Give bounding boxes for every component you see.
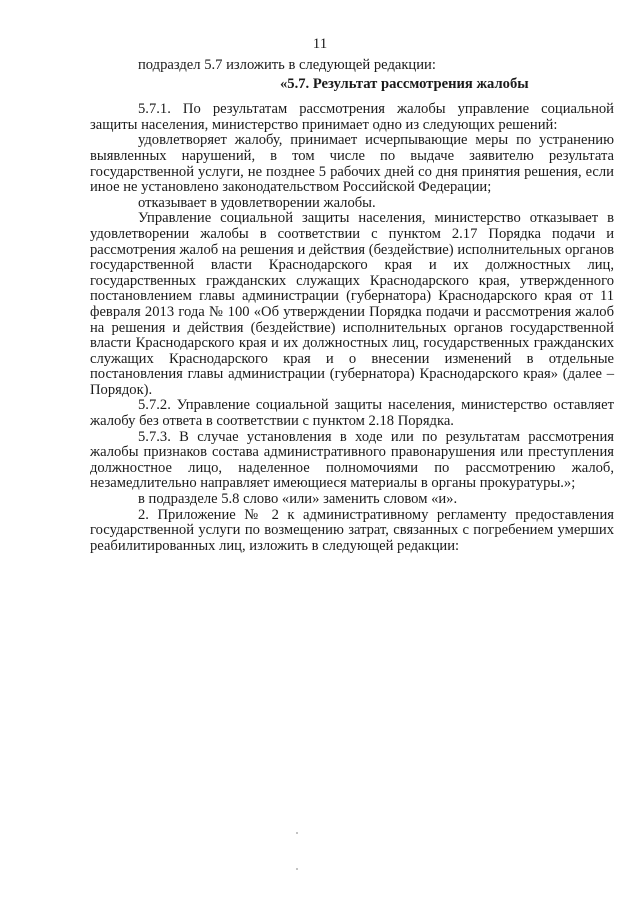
paragraph-5-7-3: 5.7.3. В случае установления в ходе или по результатам рассмотрения жалобы признаков состава административного правонарушения или преступления должностное лицо, наделенное полномочиями по рассмотрению жалоб, незамедлительно направляет имеющиеся материалы в органы прокуратуры.»; — [90, 428, 614, 492]
paragraph-appendix-2: 2. Приложение № 2 к административному регламенту предоставления государственной услуги по возмещению затрат, связанных с погребением умерших реабилитированных лиц, изложить в следующей редакции: — [90, 506, 614, 554]
paragraph-refusal-basis: Управление социальной защиты населения, министерство отказывает в удовлетворении жалобы в соответствии с пунктом 2.17 Порядка подачи и рассмотрения жалоб на решения и действия (бездействие) исполнительных органов государственной власти Краснодарского края и их должностных лиц, государственных гражданских служащих Краснодарского края, утвержденного постановлением главы администрации (губернатора) Краснодарского края от 11 февраля 2013 года № 100 «Об утверждении Порядка подачи и рассмотрения жалоб на решения и действия (бездействие) исполнительных органов государственной власти Краснодарского края и их должностных лиц, государственных гражданских служащих Краснодарского края и о внесении изменений в отдельные постановления главы администрации (губернатора) Краснодарского края» (далее – Порядок). — [90, 210, 614, 398]
paragraph-5-7-1: 5.7.1. По результатам рассмотрения жалобы управление социальной защиты населения, министерство принимает одно из следующих решений: — [90, 101, 614, 133]
scan-dot — [296, 868, 298, 870]
paragraph-5-8-change: в подразделе 5.8 слово «или» заменить словом «и». — [138, 491, 458, 508]
paragraph-refuse: отказывает в удовлетворении жалобы. — [138, 194, 376, 211]
paragraph-satisfy: удовлетворяет жалобу, принимает исчерпывающие меры по устранению выявленных нарушений, в том числе по выдаче заявителю результата государственной услуги, не позднее 5 рабочих дней со дня принятия решения, если иное не установлено законодательством Российской Федерации; — [90, 132, 614, 196]
document-body — [90, 58, 614, 554]
scan-dot — [296, 832, 298, 834]
paragraph-5-7-2: 5.7.2. Управление социальной защиты населения, министерство оставляет жалобу без ответа в соответствии с пунктом 2.18 Порядка. — [90, 397, 614, 430]
page-number: 11 — [312, 36, 328, 52]
section-heading: «5.7. Результат рассмотрения жалобы — [280, 75, 529, 92]
intro-line: подраздел 5.7 изложить в следующей редакции: — [138, 57, 436, 73]
